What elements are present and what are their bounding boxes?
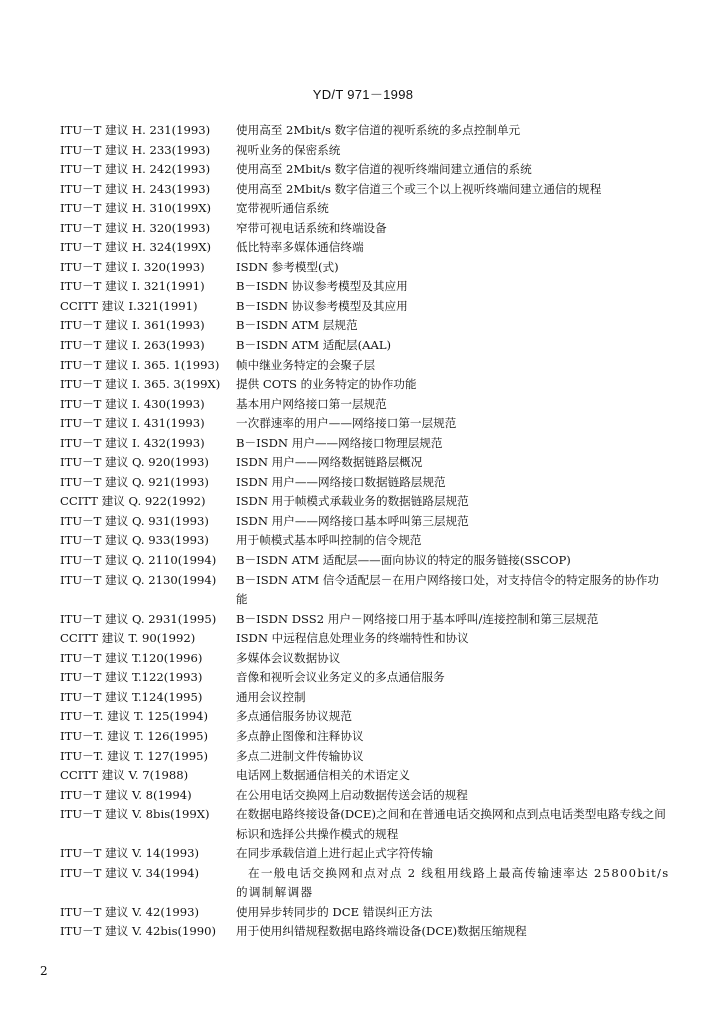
reference-code: CCITT 建议 T. 90(1992) — [60, 631, 196, 646]
reference-title: 用于使用纠错规程数据电路终端设备(DCE)数据压缩规程 — [236, 924, 527, 939]
reference-entry — [60, 375, 670, 395]
reference-code: ITU－T. 建议 T. 126(1995) — [60, 728, 209, 743]
reference-code: ITU－T 建议 Q. 2130(1994) — [60, 572, 217, 587]
reference-title: ISDN 用户——网络接口数据链路层规范 — [236, 474, 446, 489]
reference-entry — [60, 395, 670, 415]
page-number: 2 — [40, 964, 48, 978]
reference-code: ITU－T 建议 Q. 933(1993) — [60, 533, 209, 548]
reference-entry — [60, 258, 670, 278]
reference-code: ITU－T 建议 V. 42(1993) — [60, 904, 199, 919]
reference-title: 帧中继业务特定的会聚子层 — [236, 357, 376, 372]
reference-entry — [60, 629, 670, 649]
reference-title: 窄带可视电话系统和终端设备 — [236, 220, 387, 235]
reference-entry — [60, 747, 670, 767]
reference-code: ITU－T 建议 T.122(1993) — [60, 670, 203, 685]
reference-title: 在公用电话交换网上启动数据传送会话的规程 — [236, 787, 468, 802]
reference-entry — [60, 786, 670, 806]
reference-code: ITU－T 建议 H. 231(1993) — [60, 123, 211, 137]
reference-title: 多媒体会议数据协议 — [236, 650, 341, 665]
reference-title: 电话网上数据通信相关的术语定义 — [236, 768, 410, 783]
reference-entry — [60, 531, 670, 551]
reference-title: 视听业务的保密系统 — [236, 142, 341, 157]
reference-code: ITU－T 建议 Q. 921(1993) — [60, 474, 209, 489]
reference-title: 一次群速率的用户——网络接口第一层规范 — [236, 416, 457, 431]
reference-entry — [60, 922, 670, 942]
reference-code: ITU－T 建议 I. 431(1993) — [60, 416, 205, 431]
reference-title: ISDN 用于帧模式承载业务的数据链路层规范 — [236, 494, 469, 509]
reference-code: ITU－T 建议 H. 233(1993) — [60, 142, 211, 157]
reference-code: ITU－T 建议 I. 365. 1(1993) — [60, 357, 220, 372]
reference-title: 在同步承载信道上进行起止式字符传输 — [236, 846, 434, 861]
reference-entry — [60, 571, 670, 610]
reference-title: B－ISDN 协议参考模型及其应用 — [236, 279, 408, 294]
reference-code: ITU－T 建议 I. 430(1993) — [60, 396, 205, 411]
reference-entry — [60, 238, 670, 258]
reference-code: ITU－T 建议 T.120(1996) — [60, 650, 203, 665]
reference-code: ITU－T 建议 I. 432(1993) — [60, 435, 205, 450]
reference-entry — [60, 688, 670, 708]
reference-title: 低比特率多媒体通信终端 — [236, 240, 364, 255]
reference-title: ISDN 用户——网络数据链路层概况 — [236, 455, 423, 470]
reference-code: ITU－T. 建议 T. 125(1994) — [60, 709, 209, 724]
reference-title: ISDN 用户——网络接口基本呼叫第三层规范 — [236, 513, 469, 528]
reference-code: ITU－T 建议 Q. 920(1993) — [60, 455, 209, 470]
reference-code: ITU－T 建议 H. 242(1993) — [60, 162, 211, 177]
reference-entry — [60, 551, 670, 571]
reference-entry — [60, 864, 670, 903]
reference-entry — [60, 903, 670, 923]
reference-entry — [60, 844, 670, 864]
reference-entry — [60, 434, 670, 454]
reference-code: ITU－T 建议 V. 34(1994) — [60, 865, 199, 880]
reference-code: CCITT 建议 Q. 922(1992) — [60, 494, 206, 509]
reference-title: 多点静止图像和注释协议 — [236, 728, 364, 743]
page-header-standard-code: YD/T 971－1998 — [312, 87, 414, 102]
reference-code: ITU－T 建议 I. 361(1993) — [60, 318, 205, 333]
reference-entry — [60, 180, 670, 200]
reference-entry — [60, 199, 670, 219]
reference-title: B－ISDN ATM 适配层(AAL) — [236, 338, 392, 353]
reference-title: B－ISDN 用户——网络接口物理层规范 — [236, 435, 443, 450]
reference-title: 使用高至 2Mbit/s 数字信道的视听终端间建立通信的系统 — [236, 162, 532, 177]
reference-title: B－ISDN ATM 适配层——面向协议的特定的服务链接(SSCOP) — [236, 553, 571, 568]
reference-entry — [60, 453, 670, 473]
reference-entry — [60, 141, 670, 161]
reference-entry — [60, 160, 670, 180]
reference-title: 使用异步转同步的 DCE 错误纠正方法 — [236, 904, 433, 919]
reference-entry — [60, 707, 670, 727]
reference-title: 提供 COTS 的业务特定的协作功能 — [236, 377, 417, 392]
reference-title: B－ISDN DSS2 用户－网络接口用于基本呼叫/连接控制和第三层规范 — [236, 611, 599, 626]
reference-title: 使用高至 2Mbit/s 数字信道的视听系统的多点控制单元 — [236, 123, 521, 137]
reference-title: B－ISDN 协议参考模型及其应用 — [236, 298, 408, 313]
reference-title: 在一般电话交换网和点对点 2 线租用线路上最高传输速率达 25800bit/s 的调制解调器 — [236, 865, 670, 900]
reference-title: 在数据电路终接设备(DCE)之间和在普通电话交换网和点到点电话类型电路专线之间标识和选择公共操作模式的规程 — [236, 807, 666, 841]
reference-title: ISDN 参考模型(式) — [236, 259, 339, 274]
reference-entry — [60, 668, 670, 688]
reference-code: ITU－T 建议 I. 321(1991) — [60, 279, 205, 294]
reference-title: 音像和视听会议业务定义的多点通信服务 — [236, 670, 445, 685]
reference-entry — [60, 414, 670, 434]
reference-entry — [60, 356, 670, 376]
reference-title: 宽带视听通信系统 — [236, 201, 329, 216]
reference-title: 多点二进制文件传输协议 — [236, 748, 364, 763]
reference-code: ITU－T 建议 V. 42bis(1990) — [60, 924, 217, 939]
reference-code: ITU－T 建议 V. 8(1994) — [60, 787, 192, 802]
reference-entry — [60, 766, 670, 786]
reference-entry — [60, 473, 670, 493]
reference-code: ITU－T 建议 H. 324(199X) — [60, 240, 212, 255]
reference-code: ITU－T 建议 H. 243(1993) — [60, 181, 211, 196]
reference-code: CCITT 建议 I.321(1991) — [60, 298, 198, 313]
reference-entry — [60, 336, 670, 356]
reference-entry — [60, 277, 670, 297]
reference-code: ITU－T 建议 V. 14(1993) — [60, 846, 199, 861]
reference-title: 使用高至 2Mbit/s 数字信道三个或三个以上视听终端间建立通信的规程 — [236, 181, 602, 196]
reference-entry — [60, 492, 670, 512]
reference-title: 通用会议控制 — [236, 689, 306, 704]
reference-code: ITU－T. 建议 T. 127(1995) — [60, 748, 209, 763]
reference-entry — [60, 805, 670, 844]
reference-code: ITU－T 建议 H. 310(199X) — [60, 201, 212, 216]
reference-title: ISDN 中远程信息处理业务的终端特性和协议 — [236, 631, 469, 646]
reference-code: ITU－T 建议 Q. 931(1993) — [60, 513, 209, 528]
reference-entry — [60, 727, 670, 747]
reference-code: ITU－T 建议 V. 8bis(199X) — [60, 807, 210, 822]
reference-code: ITU－T 建议 I. 365. 3(199X) — [60, 377, 221, 392]
reference-title: B－ISDN ATM 层规范 — [236, 318, 358, 333]
reference-title: 多点通信服务协议规范 — [236, 709, 352, 724]
reference-entry — [60, 297, 670, 317]
reference-entry — [60, 121, 670, 141]
reference-entry — [60, 512, 670, 532]
reference-title: B－ISDN ATM 信令适配层－在用户网络接口处，对支持信令的特定服务的协作功能 — [236, 572, 660, 607]
reference-entry — [60, 610, 670, 630]
reference-entry — [60, 219, 670, 239]
reference-code: ITU－T 建议 I. 263(1993) — [60, 338, 205, 353]
reference-code: ITU－T 建议 T.124(1995) — [60, 689, 203, 704]
reference-title: 基本用户网络接口第一层规范 — [236, 396, 387, 411]
reference-entry — [60, 649, 670, 669]
reference-list — [60, 121, 670, 942]
reference-code: ITU－T 建议 I. 320(1993) — [60, 259, 205, 274]
reference-code: CCITT 建议 V. 7(1988) — [60, 768, 189, 783]
reference-code: ITU－T 建议 Q. 2931(1995) — [60, 611, 217, 626]
reference-entry — [60, 316, 670, 336]
reference-code: ITU－T 建议 H. 320(1993) — [60, 220, 211, 235]
reference-code: ITU－T 建议 Q. 2110(1994) — [60, 553, 217, 568]
reference-title: 用于帧模式基本呼叫控制的信令规范 — [236, 533, 422, 548]
